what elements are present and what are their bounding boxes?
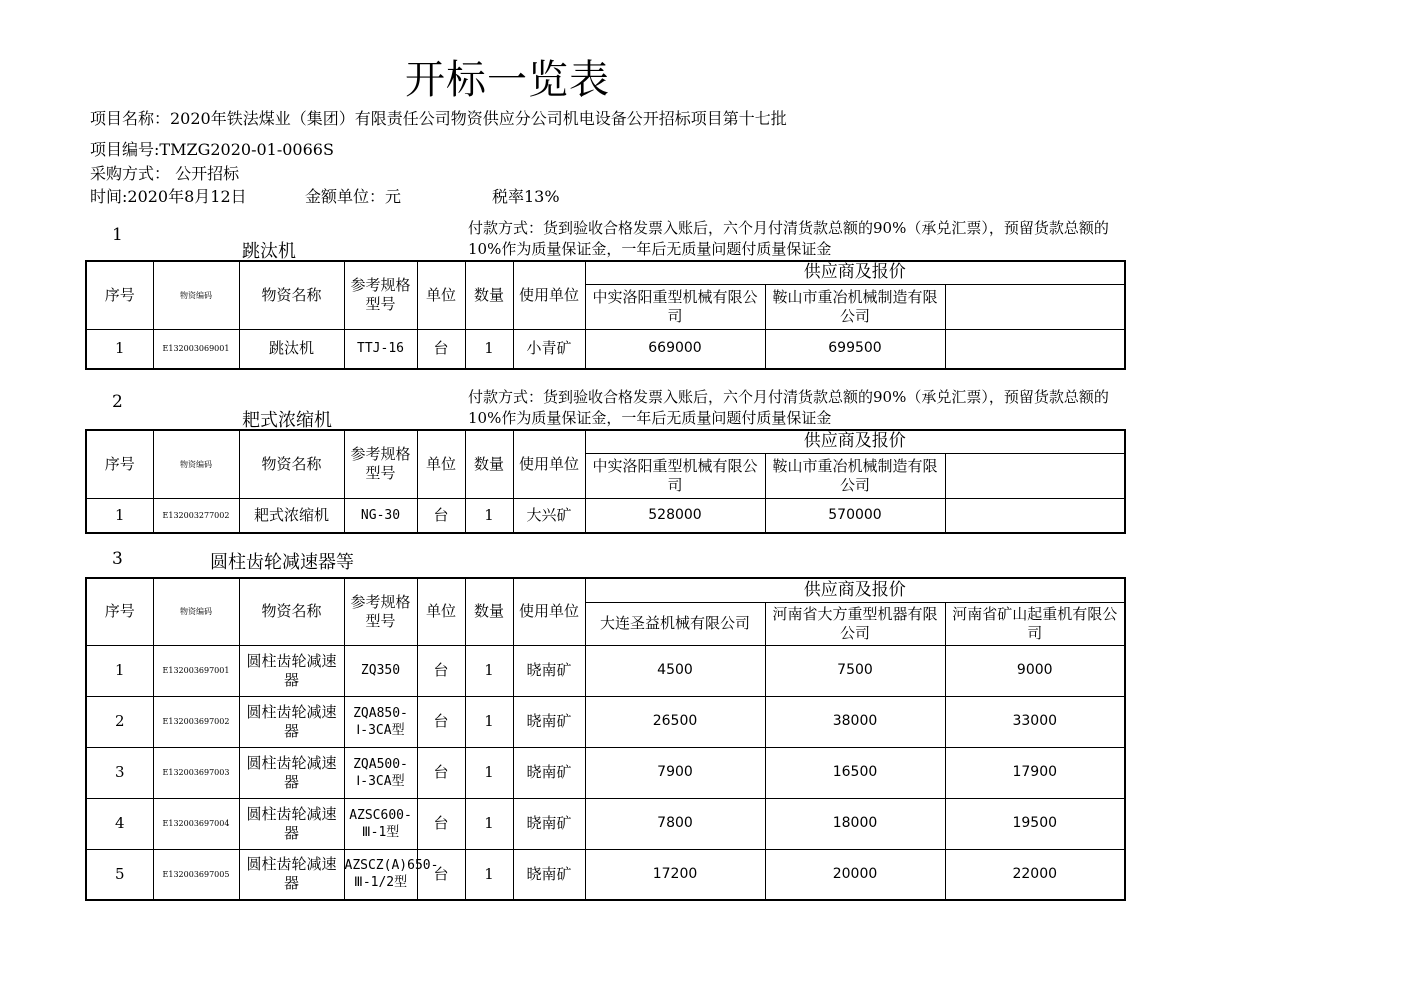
cell-price: 7800 (585, 798, 765, 849)
cell-qty: 1 (465, 645, 513, 696)
header-qty: 数量 (465, 578, 513, 645)
table-row (86, 645, 1125, 696)
cell-user: 晓南矿 (513, 696, 585, 747)
cell-name: 圆柱齿轮减速器 (239, 645, 344, 696)
cell-spec: AZSCZ(A)650-Ⅲ-1/2型 (344, 849, 417, 900)
header-unit: 单位 (417, 578, 465, 645)
supplier-name (945, 453, 1125, 498)
tax-rate: 税率13% (492, 187, 560, 206)
cell-name: 圆柱齿轮减速器 (239, 696, 344, 747)
cell-user: 晓南矿 (513, 747, 585, 798)
header-user: 使用单位 (513, 430, 585, 498)
cell-price: 33000 (945, 696, 1125, 747)
table-row (86, 498, 1125, 533)
cell-qty: 1 (465, 696, 513, 747)
cell-code: E132003697004 (153, 798, 239, 849)
header-spec: 参考规格型号 (344, 261, 417, 329)
cell-user: 小青矿 (513, 329, 585, 369)
cell-spec: ZQ350 (344, 645, 417, 696)
cell-price (945, 329, 1125, 369)
cell-qty: 1 (465, 849, 513, 900)
bid-table-1 (85, 260, 1126, 370)
cell-seq: 3 (86, 747, 153, 798)
cell-code: E132003697001 (153, 645, 239, 696)
cell-qty: 1 (465, 747, 513, 798)
section-number: 3 (112, 549, 123, 569)
header-spec: 参考规格型号 (344, 578, 417, 645)
currency-unit: 金额单位：元 (305, 187, 402, 206)
project-code: 项目编号:TMZG2020-01-0066S (90, 140, 334, 159)
cell-seq: 1 (86, 329, 153, 369)
supplier-name: 大连圣益机械有限公司 (585, 602, 765, 645)
cell-price: 669000 (585, 329, 765, 369)
section-name: 跳汰机 (242, 241, 296, 262)
supplier-name: 中实洛阳重型机械有限公司 (585, 453, 765, 498)
payment-terms: 付款方式：货到验收合格发票入账后，六个月付清货款总额的90%（承兑汇票），预留货款总额的10%作为质量保证金，一年后无质量问题付质量保证金 (468, 219, 1109, 258)
cell-price: 4500 (585, 645, 765, 696)
supplier-name: 鞍山市重冶机械制造有限公司 (765, 284, 945, 329)
cell-unit: 台 (417, 329, 465, 369)
project-name: 项目名称：2020年铁法煤业（集团）有限责任公司物资供应分公司机电设备公开招标项目第十七批 (90, 109, 787, 128)
cell-name: 圆柱齿轮减速器 (239, 798, 344, 849)
cell-user: 晓南矿 (513, 798, 585, 849)
header-code: 物资编码 (153, 578, 239, 645)
cell-user: 大兴矿 (513, 498, 585, 533)
header-user: 使用单位 (513, 261, 585, 329)
cell-name: 跳汰机 (239, 329, 344, 369)
header-unit: 单位 (417, 261, 465, 329)
header-user: 使用单位 (513, 578, 585, 645)
cell-price: 528000 (585, 498, 765, 533)
cell-price: 38000 (765, 696, 945, 747)
cell-name: 圆柱齿轮减速器 (239, 849, 344, 900)
section-number: 1 (112, 225, 123, 245)
header-qty: 数量 (465, 261, 513, 329)
cell-user: 晓南矿 (513, 645, 585, 696)
cell-price: 26500 (585, 696, 765, 747)
cell-price: 19500 (945, 798, 1125, 849)
bid-table-2 (85, 429, 1126, 534)
cell-unit: 台 (417, 696, 465, 747)
cell-qty: 1 (465, 329, 513, 369)
header-name: 物资名称 (239, 578, 344, 645)
cell-spec: AZSC600-Ⅲ-1型 (344, 798, 417, 849)
table-row (86, 696, 1125, 747)
cell-unit: 台 (417, 498, 465, 533)
cell-code: E132003697002 (153, 696, 239, 747)
header-name: 物资名称 (239, 261, 344, 329)
cell-price (945, 498, 1125, 533)
cell-spec: ZQA850-Ⅰ-3CA型 (344, 696, 417, 747)
cell-seq: 1 (86, 645, 153, 696)
cell-unit: 台 (417, 849, 465, 900)
table-row (86, 747, 1125, 798)
cell-spec: ZQA500-Ⅰ-3CA型 (344, 747, 417, 798)
cell-seq: 4 (86, 798, 153, 849)
header-unit: 单位 (417, 430, 465, 498)
cell-seq: 2 (86, 696, 153, 747)
cell-qty: 1 (465, 498, 513, 533)
supplier-name: 河南省矿山起重机有限公司 (945, 602, 1125, 645)
cell-name: 耙式浓缩机 (239, 498, 344, 533)
header-spec: 参考规格型号 (344, 430, 417, 498)
supplier-name: 河南省大方重型机器有限公司 (765, 602, 945, 645)
supplier-name: 鞍山市重冶机械制造有限公司 (765, 453, 945, 498)
cell-price: 17200 (585, 849, 765, 900)
page-title: 开标一览表 (405, 57, 610, 103)
cell-seq: 1 (86, 498, 153, 533)
cell-spec: NG-30 (344, 498, 417, 533)
cell-name: 圆柱齿轮减速器 (239, 747, 344, 798)
cell-unit: 台 (417, 645, 465, 696)
cell-code: E132003069001 (153, 329, 239, 369)
cell-spec: TTJ-16 (344, 329, 417, 369)
supplier-name (945, 284, 1125, 329)
cell-code: E132003697003 (153, 747, 239, 798)
cell-price: 7500 (765, 645, 945, 696)
cell-price: 699500 (765, 329, 945, 369)
cell-price: 570000 (765, 498, 945, 533)
section-name: 圆柱齿轮减速器等 (210, 552, 354, 573)
cell-unit: 台 (417, 747, 465, 798)
header-seq: 序号 (86, 261, 153, 329)
cell-user: 晓南矿 (513, 849, 585, 900)
header-code: 物资编码 (153, 261, 239, 329)
cell-code: E132003277002 (153, 498, 239, 533)
cell-price: 22000 (945, 849, 1125, 900)
header-qty: 数量 (465, 430, 513, 498)
cell-price: 17900 (945, 747, 1125, 798)
header-supplier-group: 供应商及报价 (585, 430, 1125, 453)
purchase-method: 采购方式： 公开招标 (90, 164, 240, 183)
cell-price: 9000 (945, 645, 1125, 696)
cell-price: 20000 (765, 849, 945, 900)
cell-price: 18000 (765, 798, 945, 849)
header-supplier-group: 供应商及报价 (585, 578, 1125, 602)
cell-seq: 5 (86, 849, 153, 900)
header-seq: 序号 (86, 578, 153, 645)
section-name: 耙式浓缩机 (242, 410, 332, 431)
header-supplier-group: 供应商及报价 (585, 261, 1125, 284)
header-name: 物资名称 (239, 430, 344, 498)
header-seq: 序号 (86, 430, 153, 498)
bid-date: 时间:2020年8月12日 (90, 187, 247, 206)
cell-price: 7900 (585, 747, 765, 798)
supplier-name: 中实洛阳重型机械有限公司 (585, 284, 765, 329)
table-row (86, 329, 1125, 369)
bid-table-3 (85, 577, 1126, 901)
cell-unit: 台 (417, 798, 465, 849)
payment-terms: 付款方式：货到验收合格发票入账后，六个月付清货款总额的90%（承兑汇票），预留货款总额的10%作为质量保证金，一年后无质量问题付质量保证金 (468, 388, 1109, 427)
header-code: 物资编码 (153, 430, 239, 498)
section-number: 2 (112, 392, 123, 412)
cell-qty: 1 (465, 798, 513, 849)
table-row (86, 849, 1125, 900)
table-row (86, 798, 1125, 849)
cell-code: E132003697005 (153, 849, 239, 900)
cell-price: 16500 (765, 747, 945, 798)
